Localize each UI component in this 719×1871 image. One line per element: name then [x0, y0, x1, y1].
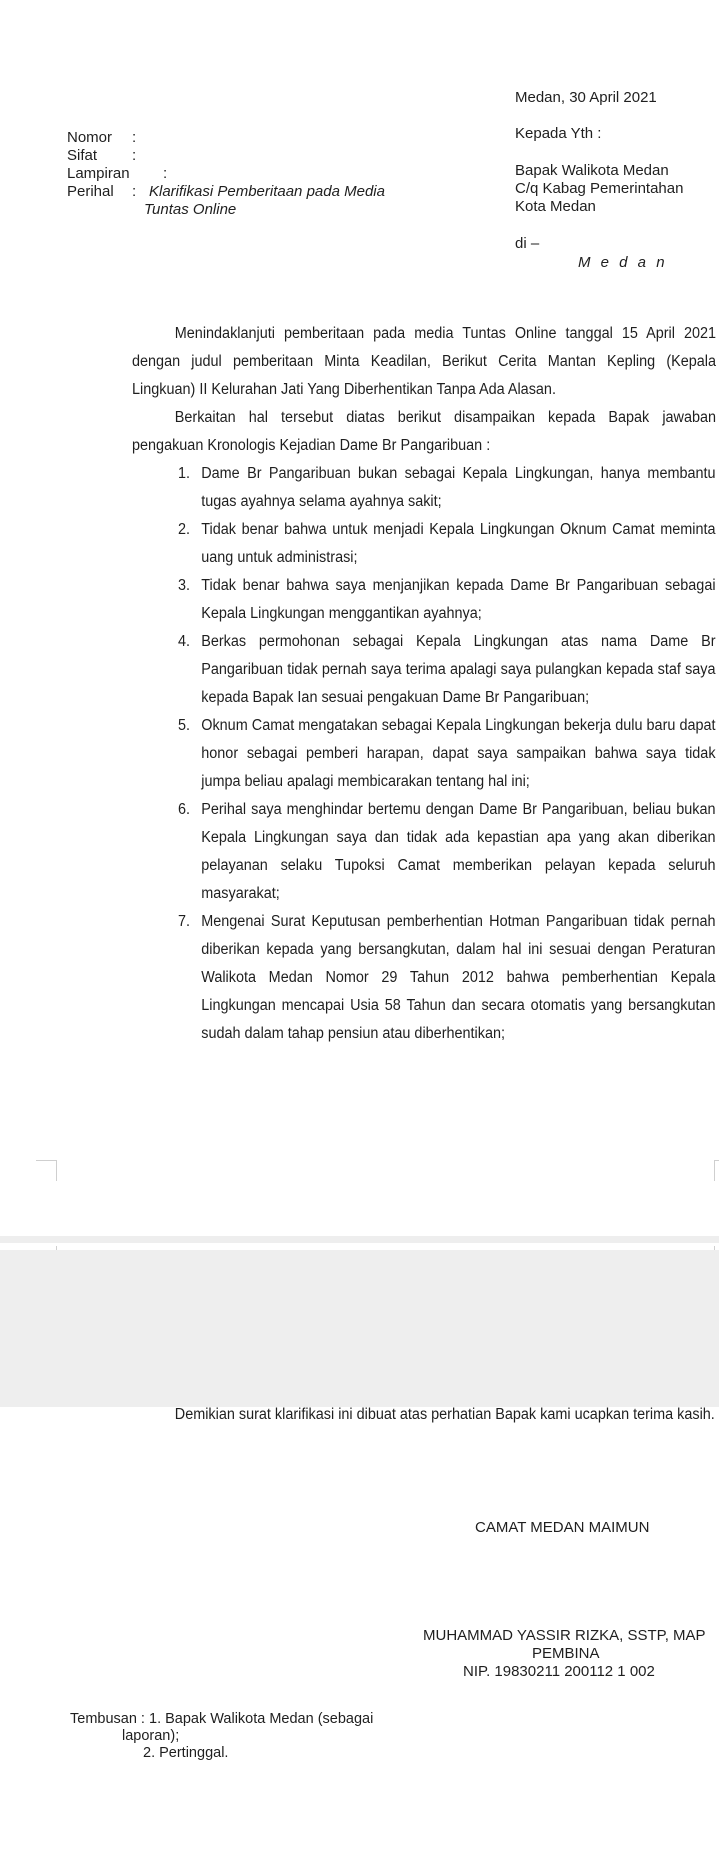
list-item — [178, 628, 716, 712]
page-corner-mark-bottom-right — [714, 1160, 719, 1181]
field-perihal — [67, 183, 385, 201]
list-text: Oknum Camat mengatakan sebagai Kepala Lingkungan bekerja dulu baru dapat honor sebagai pemberi harapan, dapat saya sampaikan bahwa saya tidak jumpa beliau apalagi membicarakan tentang hal ini; — [201, 717, 716, 790]
list-number: 5. — [178, 717, 191, 734]
list-item — [178, 712, 716, 796]
recipient-line1: Bapak Walikota Medan — [515, 162, 669, 179]
page-corner-mark-bottom-left — [36, 1160, 57, 1181]
list-item — [178, 908, 716, 1048]
field-label: Perihal — [67, 183, 114, 200]
page-gap-overlay — [0, 1250, 719, 1407]
field-colon: : — [132, 147, 137, 164]
tembusan-item-1-cont: laporan); — [122, 1728, 180, 1744]
field-nomor — [67, 129, 137, 147]
tembusan-item-2: 2. Pertinggal. — [143, 1745, 229, 1761]
list-text: Tidak benar bahwa untuk menjadi Kepala Lingkungan Oknum Camat meminta uang untuk administrasi; — [201, 521, 716, 566]
chronology-list — [178, 460, 716, 1048]
closing-paragraph: Demikian surat klarifikasi ini dibuat atas perhatian Bapak kami ucapkan terima kasih. — [174, 1406, 715, 1423]
body-paragraph-1: Menindaklanjuti pemberitaan pada media Tuntas Online tanggal 15 April 2021 dengan judul pemberitaan Minta Keadilan, Berikut Cerita Mantan Kepling (Kepala Lingkuan) II Kelurahan Jati Yang Diberhentikan Tanpa Ada Alasan. — [132, 325, 717, 398]
list-text: Dame Br Pangaribuan bukan sebagai Kepala Lingkungan, hanya membantu tugas ayahnya selama ayahnya sakit; — [201, 465, 716, 510]
list-item — [178, 516, 716, 572]
field-label: Lampiran — [67, 165, 130, 182]
place-date: Medan, 30 April 2021 — [515, 89, 657, 106]
list-text: Tidak benar bahwa saya menjanjikan kepada Dame Br Pangaribuan sebagai Kepala Lingkungan menggantikan ayahnya; — [201, 577, 716, 622]
signature-name: MUHAMMAD YASSIR RIZKA, SSTP, MAP — [423, 1627, 706, 1644]
list-item — [178, 796, 716, 908]
signature-nip: NIP. 19830211 200112 1 002 — [463, 1663, 655, 1680]
list-item — [178, 460, 716, 516]
perihal-value-line2: Tuntas Online — [144, 201, 237, 218]
list-text: Berkas permohonan sebagai Kepala Lingkungan atas nama Dame Br Pangaribuan tidak pernah saya terima apalagi saya pulangkan kepada staf saya kepada Bapak Ian sesuai pengakuan Dame Br Pangaribuan; — [201, 633, 716, 706]
list-item — [178, 572, 716, 628]
field-label: Sifat — [67, 147, 98, 164]
perihal-value-line1: Klarifikasi Pemberitaan pada Media — [149, 183, 385, 200]
tembusan-label: Tembusan : — [70, 1711, 145, 1727]
body-paragraph-2: Berkaitan hal tersebut diatas berikut disampaikan kepada Bapak jawaban pengakuan Kronologis Kejadian Dame Br Pangaribuan : — [132, 409, 717, 454]
signature-position: CAMAT MEDAN MAIMUN — [475, 1519, 650, 1536]
list-number: 6. — [178, 801, 191, 818]
recipient-line2: C/q Kabag Pemerintahan — [515, 180, 684, 197]
tembusan-item-1: 1. Bapak Walikota Medan (sebagai — [149, 1711, 374, 1727]
recipient-di: di – — [515, 235, 540, 252]
list-text: Perihal saya menghindar bertemu dengan Dame Br Pangaribuan, beliau bukan Kepala Lingkungan saya dan tidak ada kepastian apa yang akan diberikan pelayanan selaku Tupoksi Camat memberikan pelayan kepada seluruh masyarakat; — [201, 801, 716, 902]
recipient-greeting: Kepada Yth : — [515, 125, 602, 142]
signature-rank: PEMBINA — [532, 1645, 600, 1662]
tembusan-line1 — [70, 1711, 373, 1728]
list-number: 3. — [178, 577, 191, 594]
list-number: 4. — [178, 633, 191, 650]
recipient-line3: Kota Medan — [515, 198, 596, 215]
list-number: 1. — [178, 465, 191, 482]
field-lampiran — [67, 165, 168, 183]
field-sifat — [67, 147, 137, 165]
field-label: Nomor — [67, 129, 113, 146]
list-number: 7. — [178, 913, 191, 930]
recipient-city: M e d a n — [578, 254, 668, 271]
field-colon: : — [132, 129, 137, 146]
field-colon: : — [132, 183, 137, 200]
list-number: 2. — [178, 521, 191, 538]
field-colon: : — [163, 165, 168, 182]
list-text: Mengenai Surat Keputusan pemberhentian Hotman Pangaribuan tidak pernah diberikan kepada yang bersangkutan, dalam hal ini sesuai dengan Peraturan Walikota Medan Nomor 29 Tahun 2012 bahwa pemberhentian Kepala Lingkungan mencapai Usia 58 Tahun dan secara otomatis yang bersangkutan sudah dalam tahap pensiun atau diberhentikan; — [201, 913, 716, 1042]
page-separator-band — [0, 1236, 719, 1243]
